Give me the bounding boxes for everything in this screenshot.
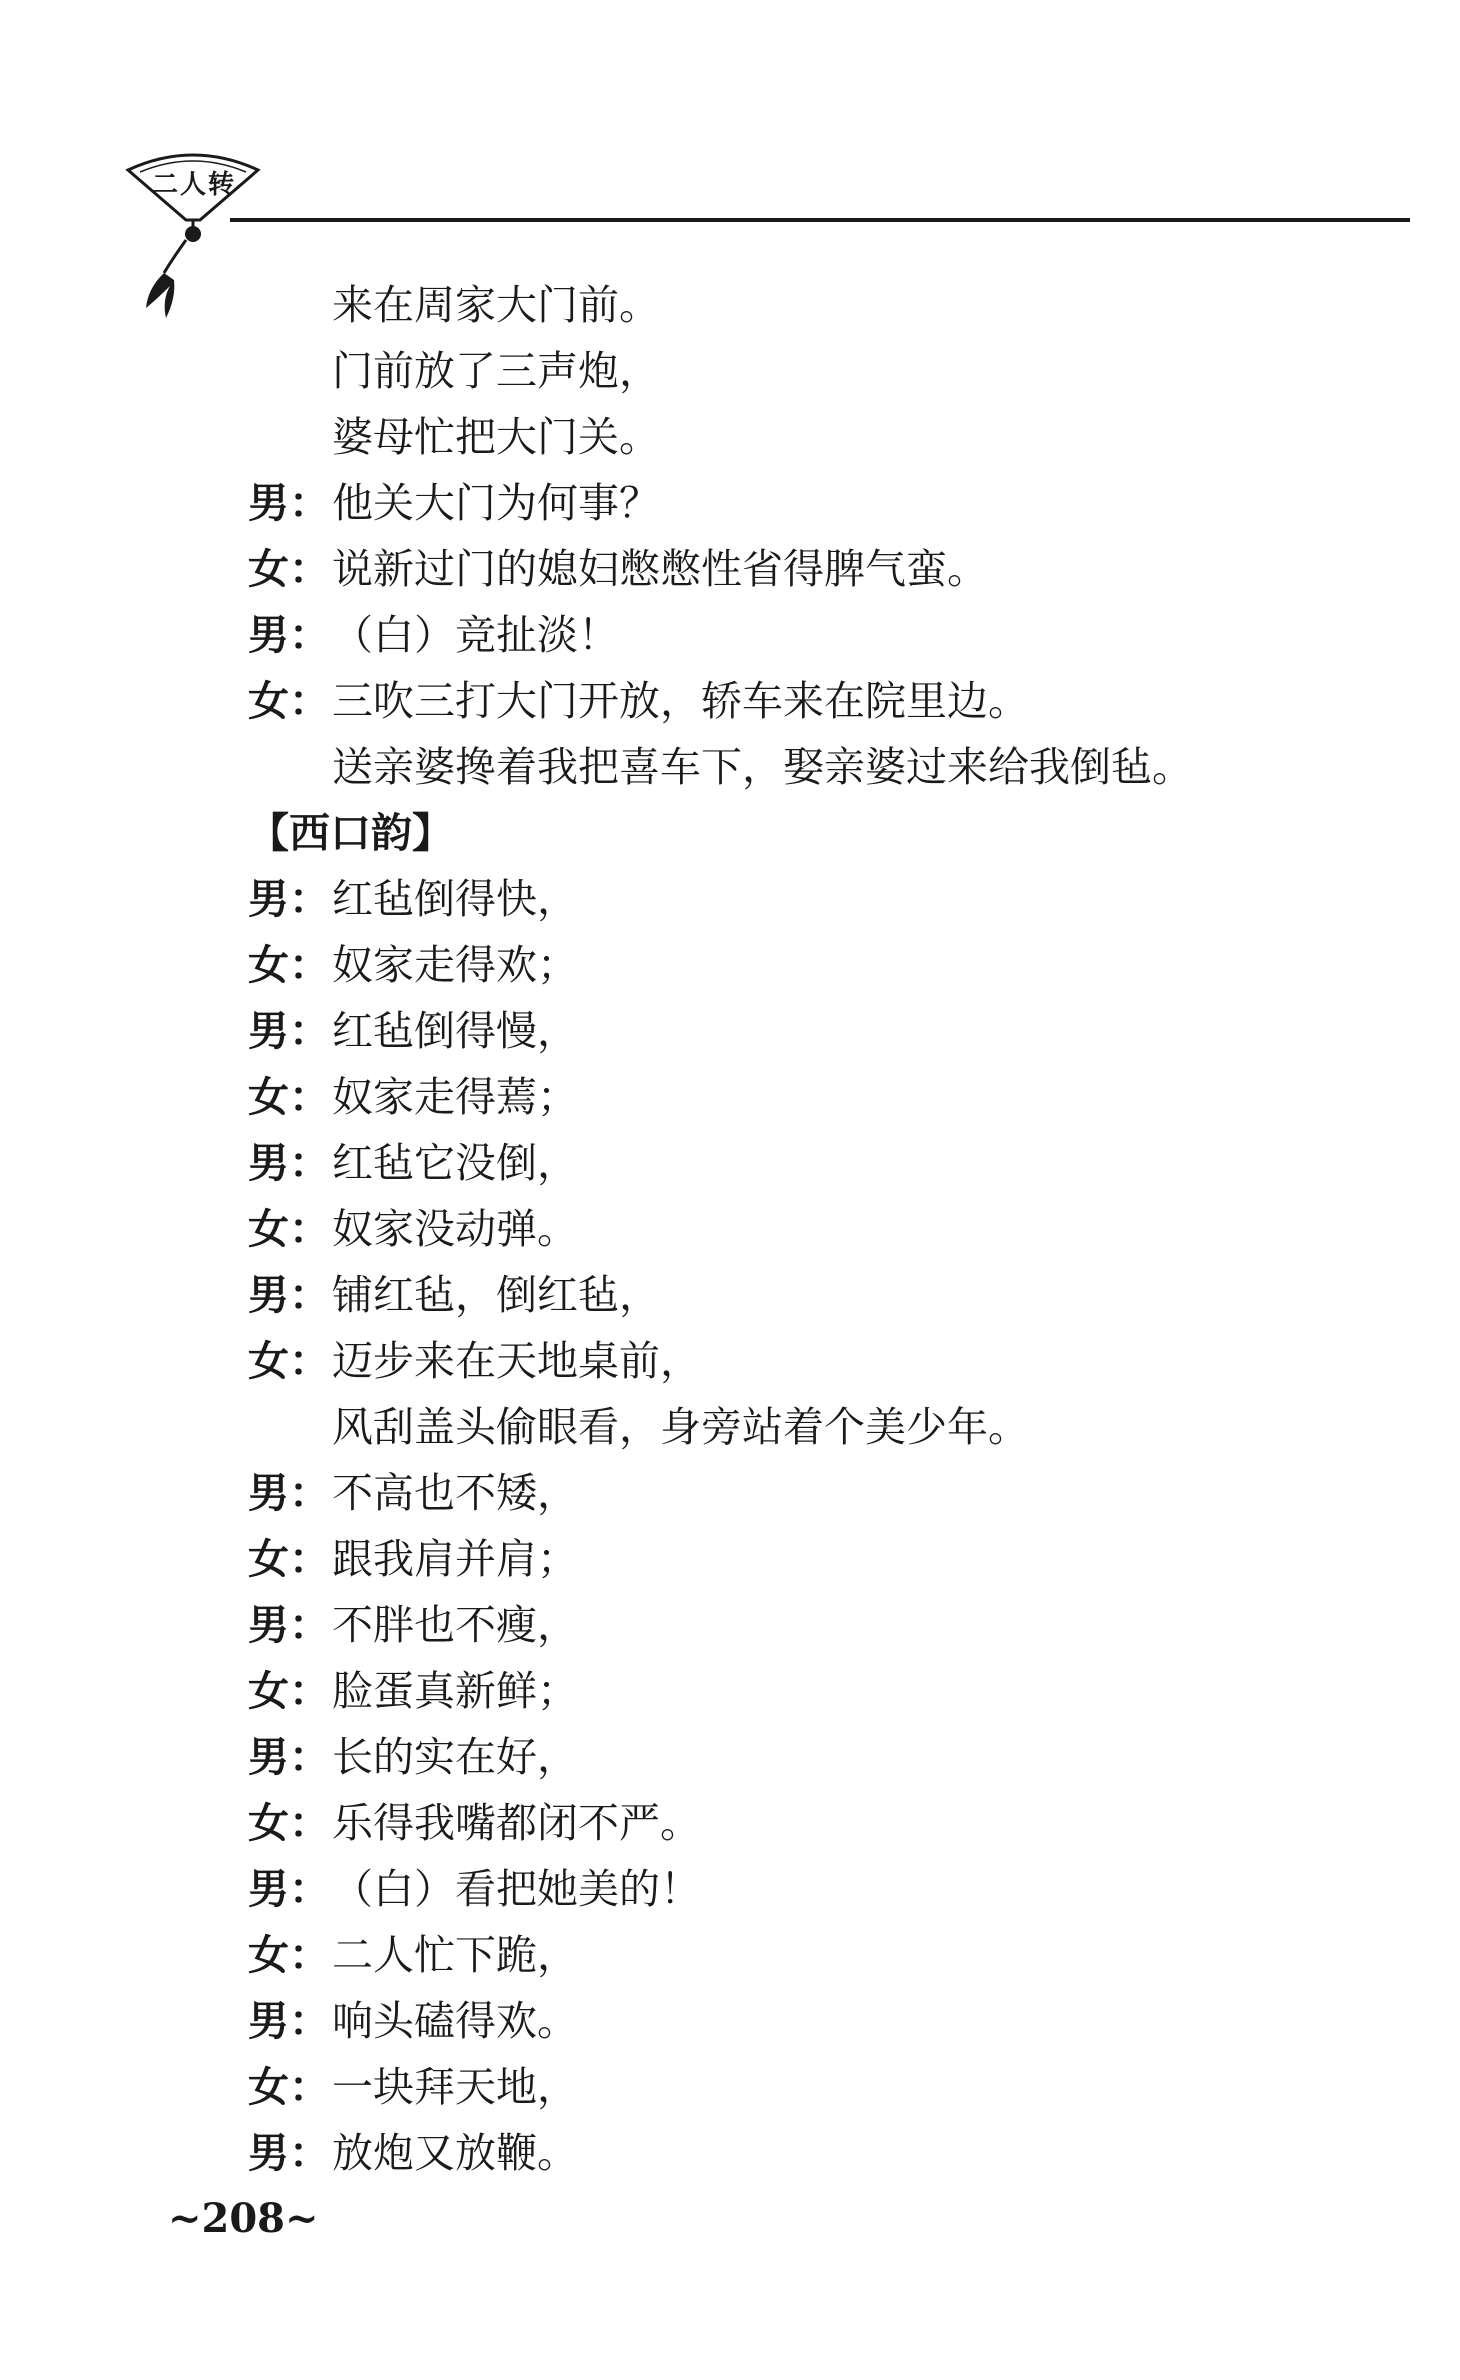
speaker-label: 男： [248,1601,330,1649]
line-text: 门前放了三声炮， [332,347,660,395]
line-text: 长的实在好， [332,1733,578,1781]
line-text: 奴家走得蔫； [332,1073,578,1121]
text-line [248,338,1368,404]
text-line [248,866,1368,932]
line-text: 送亲婆搀着我把喜车下，娶亲婆过来给我倒毡。 [332,743,1193,791]
speaker-label: 男： [248,1469,330,1517]
line-text: 脸蛋真新鲜； [332,1667,578,1715]
speaker-label: 男： [248,611,330,659]
text-line [248,2054,1368,2120]
speaker-label: 女： [248,1337,330,1385]
speaker-label: 男： [248,1733,330,1781]
line-text: 来在周家大门前。 [332,281,660,329]
speaker-label: 男： [248,1007,330,1055]
text-line [248,1328,1368,1394]
indent-spacer [248,338,332,404]
text-line [248,1394,1368,1460]
text-line [248,668,1368,734]
indent-spacer [248,734,332,800]
speaker-label: 女： [248,2063,330,2111]
line-text: 跟我肩并肩； [332,1535,578,1583]
text-line [248,1262,1368,1328]
speaker-label: 女： [248,941,330,989]
speaker-label: 男： [248,1997,330,2045]
speaker-label: 女： [248,545,330,593]
speaker-label: 女： [248,1931,330,1979]
text-line [248,1460,1368,1526]
line-text: 铺红毡，倒红毡， [332,1271,660,1319]
text-line [248,1790,1368,1856]
line-text: 三吹三打大门开放，轿车来在院里边。 [332,677,1029,725]
speaker-label: 女： [248,1073,330,1121]
speaker-label: 男： [248,479,330,527]
text-line [248,1988,1368,2054]
line-text: 一块拜天地， [332,2063,578,2111]
text-line [248,272,1368,338]
text-line [248,734,1368,800]
speaker-label: 女： [248,1205,330,1253]
line-text: 他关大门为何事？ [332,479,660,527]
line-text: 红毡倒得慢， [332,1007,578,1055]
section-heading-text: 【西口韵】 [248,809,453,857]
book-title: 二人转 [151,170,236,200]
speaker-label: 男： [248,1271,330,1319]
header-rule [230,218,1410,222]
text-line [248,1724,1368,1790]
text-line [248,404,1368,470]
line-text: 奴家没动弹。 [332,1205,578,1253]
speaker-label: 男： [248,875,330,923]
text-line [248,2120,1368,2186]
page-number: ~208~ [168,2195,319,2242]
speaker-label: 女： [248,1667,330,1715]
speaker-label: 男： [248,1139,330,1187]
text-line [248,1130,1368,1196]
line-text: （白）竞扯淡！ [332,611,619,659]
text-body [248,272,1368,2186]
text-line [248,602,1368,668]
speaker-label: 男： [248,2129,330,2177]
text-line [248,998,1368,1064]
line-text: 红毡倒得快， [332,875,578,923]
speaker-label: 女： [248,677,330,725]
line-text: 说新过门的媳妇憋憋性省得脾气蛮。 [332,545,988,593]
line-text: 放炮又放鞭。 [332,2129,578,2177]
line-text: （白）看把她美的！ [332,1865,701,1913]
line-text: 婆母忙把大门关。 [332,413,660,461]
indent-spacer [248,404,332,470]
text-line [248,1526,1368,1592]
text-line [248,536,1368,602]
line-text: 响头磕得欢。 [332,1997,578,2045]
text-line [248,1922,1368,1988]
text-line [248,932,1368,998]
section-heading [248,800,1368,866]
line-text: 迈步来在天地桌前， [332,1337,701,1385]
text-line [248,1592,1368,1658]
speaker-label: 男： [248,1865,330,1913]
text-line [248,470,1368,536]
line-text: 奴家走得欢； [332,941,578,989]
indent-spacer [248,1394,332,1460]
line-text: 不胖也不瘦， [332,1601,578,1649]
text-line [248,1064,1368,1130]
line-text: 乐得我嘴都闭不严。 [332,1799,701,1847]
text-line [248,1856,1368,1922]
line-text: 红毡它没倒， [332,1139,578,1187]
speaker-label: 女： [248,1799,330,1847]
text-line [248,1196,1368,1262]
text-line [248,1658,1368,1724]
line-text: 不高也不矮， [332,1469,578,1517]
indent-spacer [248,272,332,338]
line-text: 二人忙下跪， [332,1931,578,1979]
line-text: 风刮盖头偷眼看，身旁站着个美少年。 [332,1403,1029,1451]
speaker-label: 女： [248,1535,330,1583]
